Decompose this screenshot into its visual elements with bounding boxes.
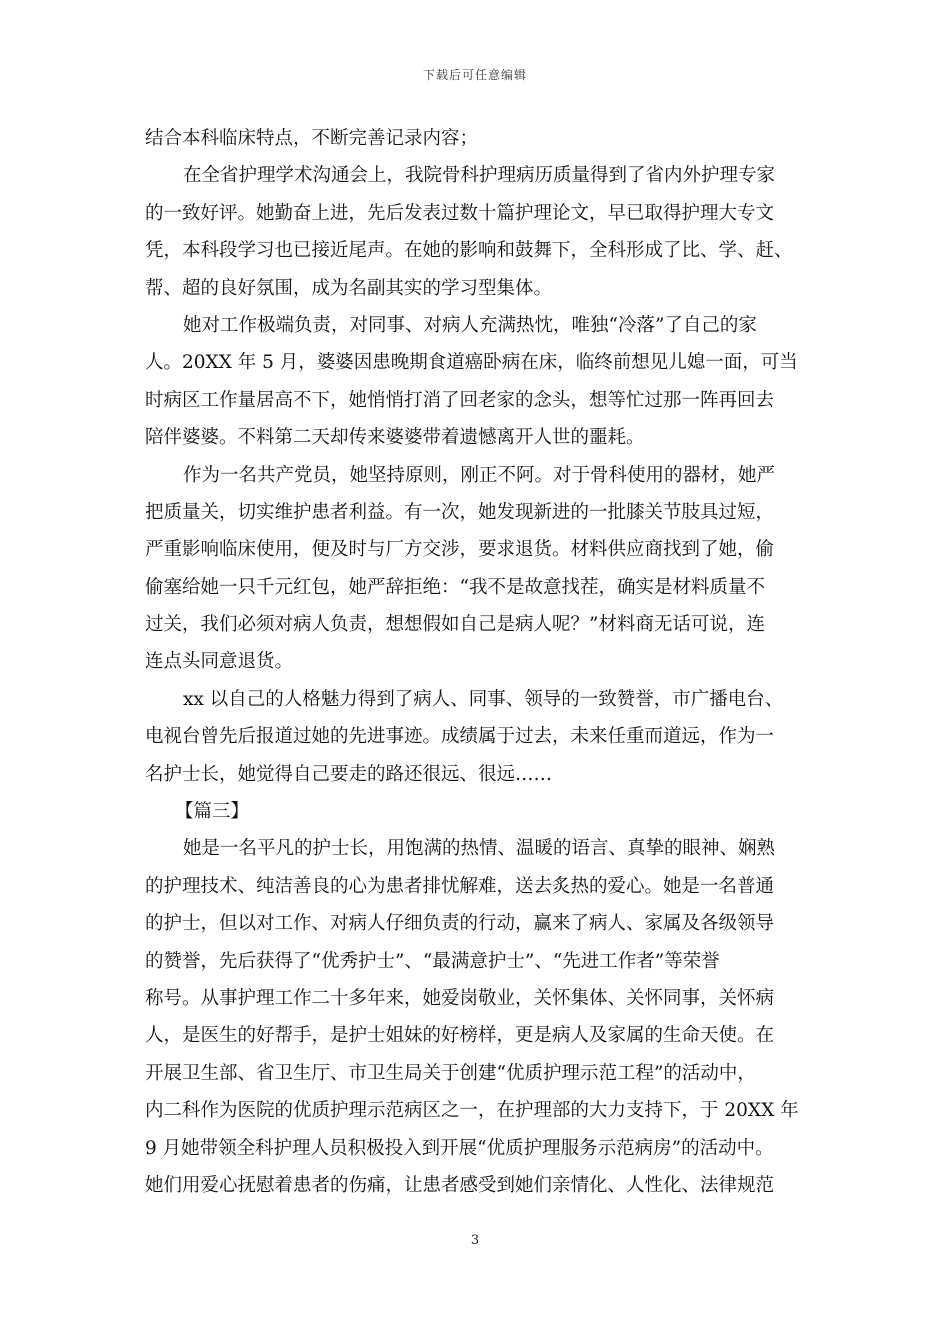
body-text-line: xx 以自己的人格魅力得到了病人、同事、领导的一致赞誉，市广播电台、 <box>183 688 784 710</box>
body-text-line: 连点头同意退货。 <box>145 651 294 673</box>
body-text-line: 的护士，但以对工作、对病人仔细负责的行动，赢来了病人、家属及各级领导 <box>145 913 775 935</box>
body-text-line: 帮、超的良好氛围，成为名副其实的学习型集体。 <box>145 277 553 299</box>
body-text-line: 偷塞给她一只千元红包，她严辞拒绝：“我不是故意找茬，确实是材料质量不 <box>145 576 765 598</box>
body-text-line: 称号。从事护理工作二十多年来，她爱岗敬业，关怀集体、关怀同事，关怀病 <box>145 987 775 1009</box>
body-text-line: 名护士长，她觉得自己要走的路还很远、很远…… <box>145 763 553 785</box>
body-text-line: 开展卫生部、省卫生厅、市卫生局关于创建“优质护理示范工程”的活动中， <box>145 1062 756 1084</box>
section-heading: 【篇三】 <box>175 801 250 823</box>
body-text-line: 她们用爱心抚慰着患者的伤痛，让患者感受到她们亲情化、人性化、法律规范 <box>145 1174 775 1196</box>
body-text-line: 的一致好评。她勤奋上进，先后发表过数十篇护理论文，早已取得护理大专文 <box>145 202 775 224</box>
body-text-line: 结合本科临床特点，不断完善记录内容； <box>145 128 479 149</box>
body-text-line: 的护理技术、纯洁善良的心为患者排忧解难，送去炙热的爱心。她是一名普通 <box>145 875 775 897</box>
body-text-line: 过关，我们必须对病人负责，想想假如自己是病人呢？”材料商无话可说，连 <box>145 614 765 636</box>
body-text-line: 陪伴婆婆。不料第二天却传来婆婆带着遗憾离开人世的噩耗。 <box>145 427 645 449</box>
body-text-line: 严重影响临床使用，便及时与厂方交涉，要求退货。材料供应商找到了她，偷 <box>145 539 775 561</box>
body-text-line: 内二科作为医院的优质护理示范病区之一，在护理部的大力支持下，于 20XX 年 <box>145 1100 799 1122</box>
body-text-line: 在全省护理学术沟通会上，我院骨科护理病历质量得到了省内外护理专家 <box>183 165 776 187</box>
body-text-line: 人。20XX 年 5 月，婆婆因患晚期食道癌卧病在床，临终前想见儿媳一面，可当 <box>145 352 798 374</box>
body-text-line: 的赞誉，先后获得了“优秀护士”、“最满意护士”、“先进工作者”等荣誉 <box>145 950 720 972</box>
page-header-note: 下载后可任意编辑 <box>422 68 527 82</box>
body-text-line: 她是一名平凡的护士长，用饱满的热情、温暖的语言、真挚的眼神、娴熟 <box>183 838 776 860</box>
body-text-line: 作为一名共产党员，她坚持原则，刚正不阿。对于骨科使用的器材，她严 <box>183 464 776 486</box>
page-number: 3 <box>470 1233 480 1248</box>
body-text-line: 凭，本科段学习也已接近尾声。在她的影响和鼓舞下，全科形成了比、学、赶、 <box>145 240 793 262</box>
document-body <box>145 120 825 1204</box>
body-text-line: 9 月她带领全科护理人员积极投入到开展“优质护理服务示范病房”的活动中。 <box>145 1137 774 1159</box>
body-text-line: 她对工作极端负责，对同事、对病人充满热忱，唯独“冷落”了自己的家 <box>183 314 757 336</box>
body-text-line: 时病区工作量居高不下，她悄悄打消了回老家的念头，想等忙过那一阵再回去 <box>145 389 775 411</box>
body-text-line: 电视台曾先后报道过她的先进事迹。成绩属于过去，未来任重而道远，作为一 <box>145 726 775 748</box>
body-text-line: 把质量关，切实维护患者利益。有一次，她发现新进的一批膝关节肢具过短， <box>145 501 775 523</box>
body-text-line: 人，是医生的好帮手，是护士姐妹的好榜样，更是病人及家属的生命天使。在 <box>145 1025 775 1047</box>
